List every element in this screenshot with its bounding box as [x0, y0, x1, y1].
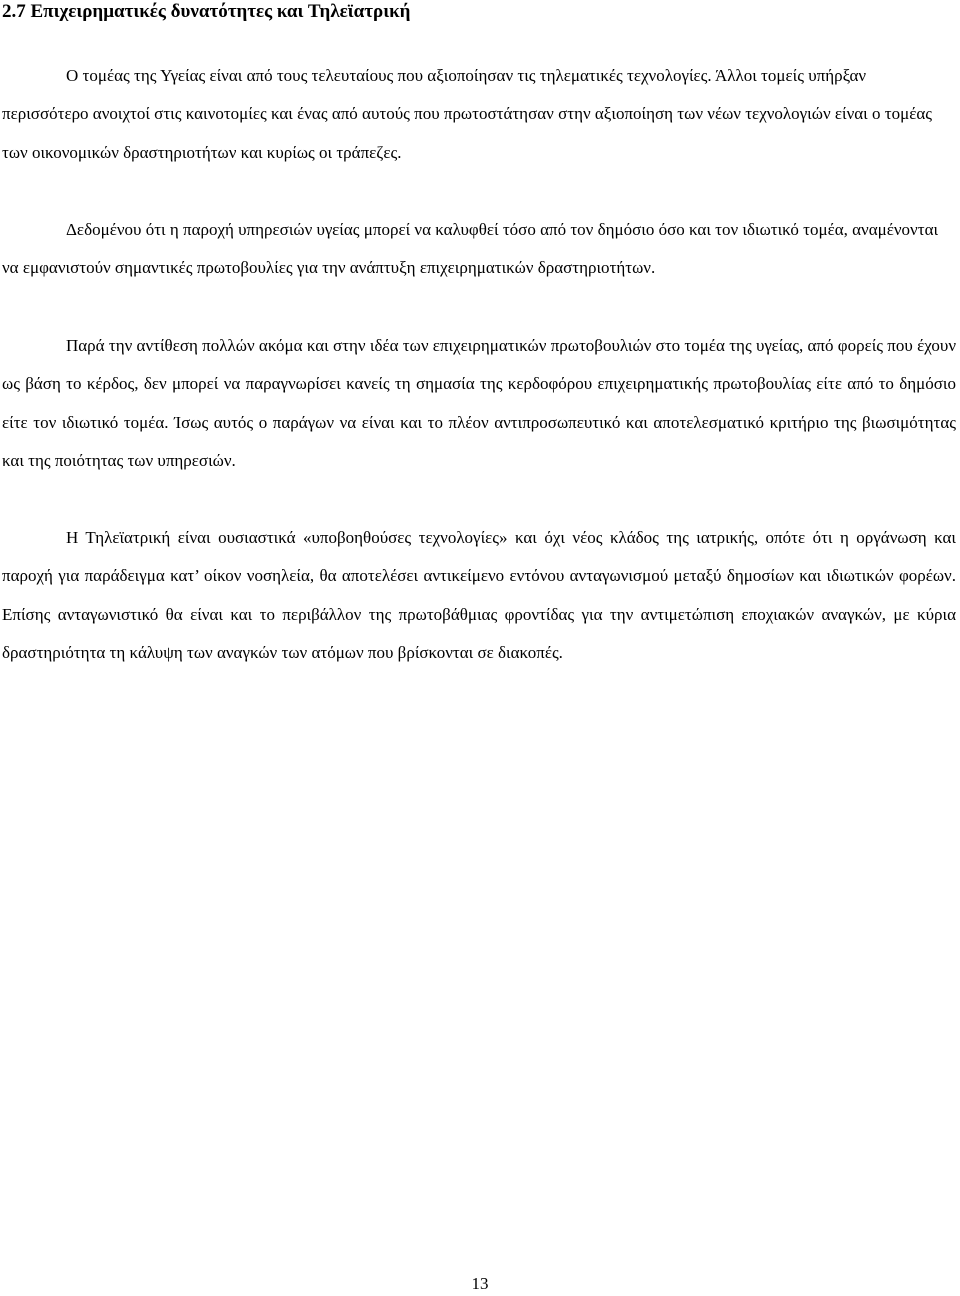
- paragraph-health-sector: Ο τομέας της Υγείας είναι από τους τελευταίους που αξιοποίησαν τις τηλεματικές τεχνολογίες. Άλλοι τομείς υπήρξαν περισσότερο ανοιχτοί στις καινοτομίες και ένας από αυτούς που πρωτοστάτησαν στην αξιοποίηση των νέων τεχνολογιών είναι ο τομέας των οικονομικών δραστηριοτήτων και κυρίως οι τράπεζες.: [2, 66, 932, 162]
- paragraph-profit-initiatives: Παρά την αντίθεση πολλών ακόμα και στην ιδέα των επιχειρηματικών πρωτοβουλιών στο τομέα της υγείας, από φορείς που έχουν ως βάση το κέρδος, δεν μπορεί να παραγνωρίσει κανείς τη σημασία της κερδοφόρου επιχειρηματικής πρωτοβουλίας είτε από το δημόσιο είτε τον ιδιωτικό τομέα. Ίσως αυτός ο παράγων να είναι και το πλέον αντιπροσωπευτικό και αποτελεσματικό κριτήριο της βιωσιμότητας και της ποιότητας των υπηρεσιών.: [2, 336, 956, 471]
- section-heading: 2.7 Επιχειρηματικές δυνατότητες και Τηλεϊατρική: [2, 1, 411, 22]
- page-number: 13: [471, 1274, 489, 1293]
- paragraph-telemedicine: Η Τηλεϊατρική είναι ουσιαστικά «υποβοηθούσες τεχνολογίες» και όχι νέος κλάδος της ιατρικής, οπότε ότι η οργάνωση και παροχή για παράδειγμα κατ’ οίκον νοσηλεία, θα αποτελέσει αντικείμενο εντόνου ανταγωνισμού μεταξύ δημοσίων και ιδιωτικών φορέων. Επίσης ανταγωνιστικό θα είναι και το περιβάλλον της πρωτοβάθμιας φροντίδας για την αντιμετώπιση εποχιακών αναγκών, με κύρια δραστηριότητα τη κάλυψη των αναγκών των ατόμων που βρίσκονται σε διακοπές.: [2, 528, 956, 663]
- paragraph-public-private: Δεδομένου ότι η παροχή υπηρεσιών υγείας μπορεί να καλυφθεί τόσο από τον δημόσιο όσο και τον ιδιωτικό τομέα, αναμένονται να εμφανιστούν σημαντικές πρωτοβουλίες για την ανάπτυξη επιχειρηματικών δραστηριοτήτων.: [2, 220, 939, 278]
